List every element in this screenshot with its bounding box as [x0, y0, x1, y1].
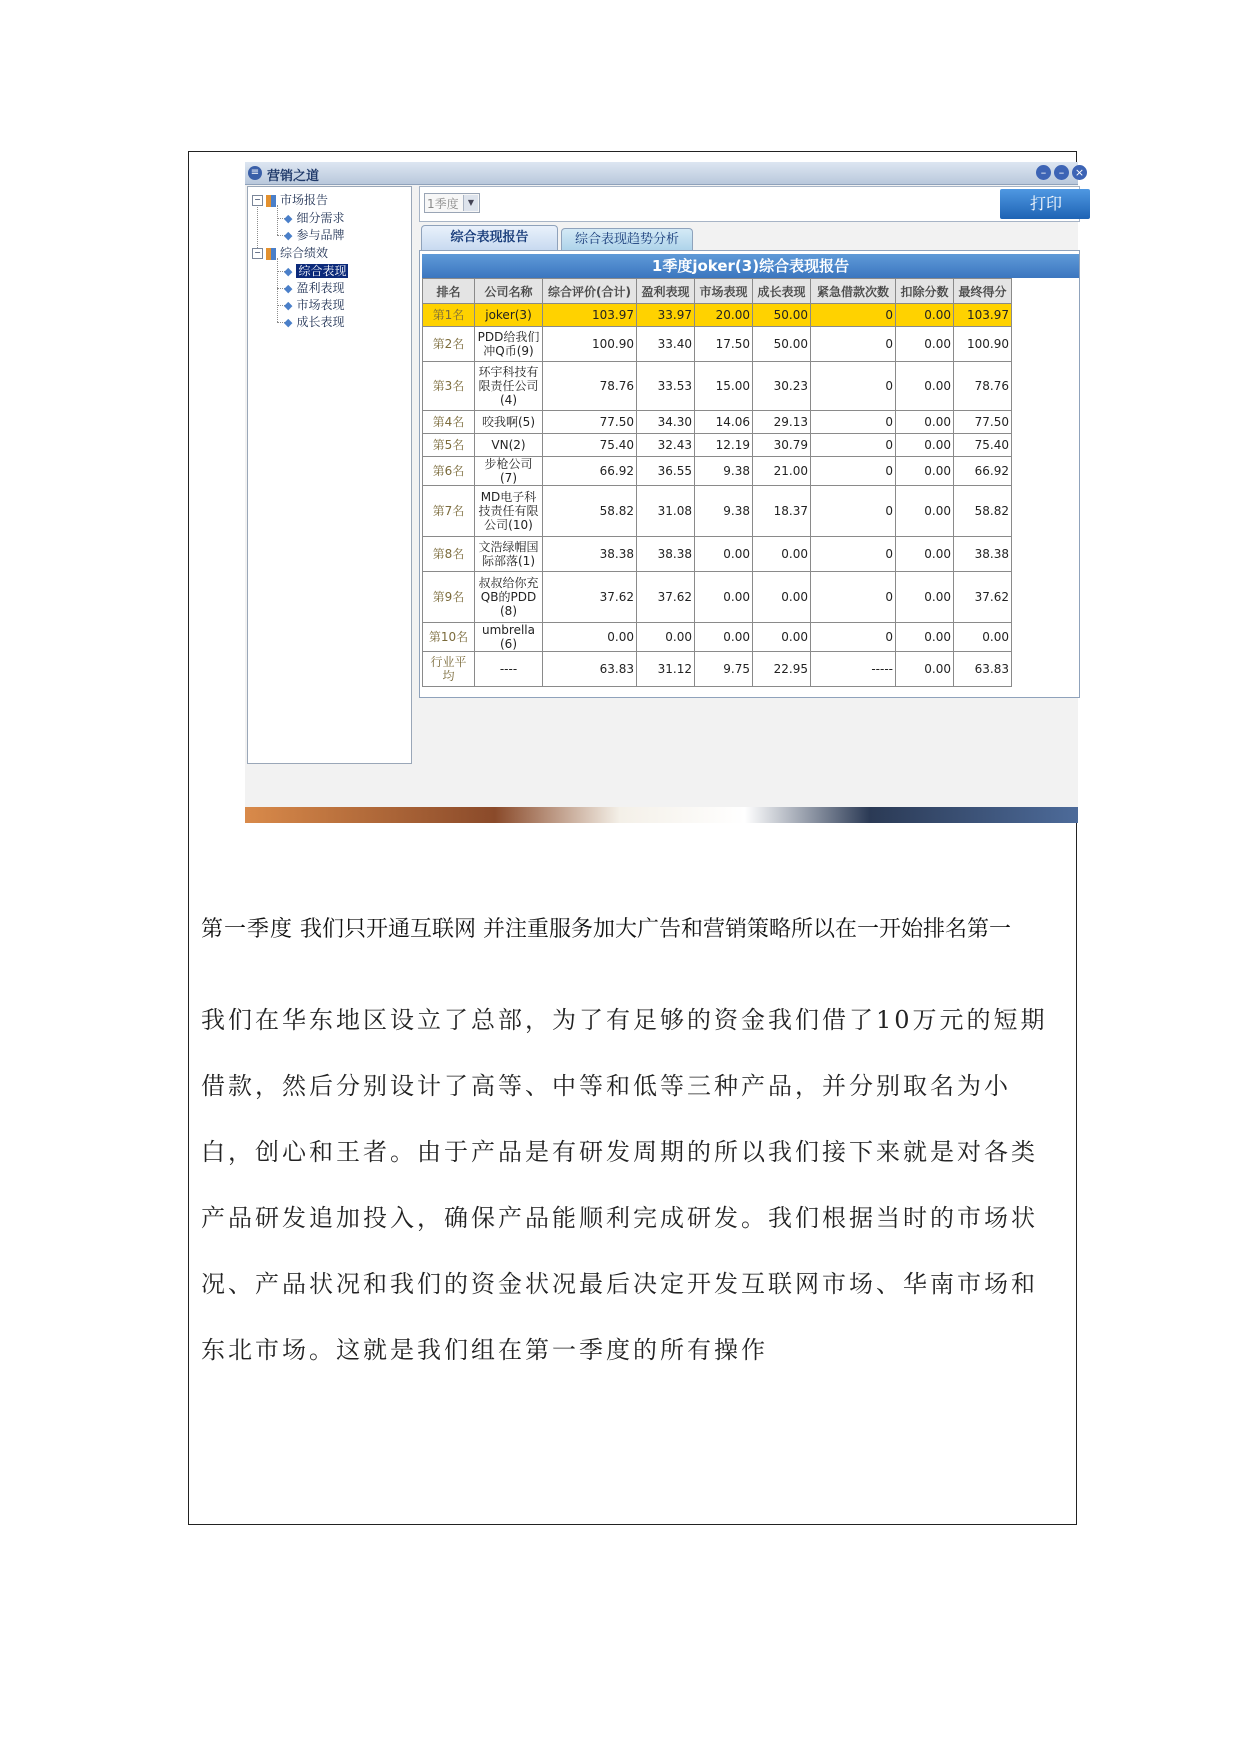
- company-cell: MD电子科技责任有限公司(10): [475, 486, 543, 537]
- tree-item-overall[interactable]: ◆ 综合表现: [284, 264, 347, 278]
- value-cell: 0: [811, 572, 896, 623]
- tree-group-performance[interactable]: − 综合绩效: [252, 244, 328, 261]
- value-cell: 0.00: [896, 652, 954, 687]
- window-title: 营销之道: [267, 169, 320, 184]
- value-cell: 21.00: [753, 457, 811, 486]
- company-cell: umbrella(6): [475, 623, 543, 652]
- tree-item-profit[interactable]: ◆ 盈利表现: [284, 281, 345, 295]
- column-header: 扣除分数: [896, 279, 954, 304]
- value-cell: 66.92: [954, 457, 1012, 486]
- table-row[interactable]: [423, 434, 1012, 457]
- maximize-icon[interactable]: –: [1054, 165, 1069, 180]
- value-cell: 0.00: [543, 623, 637, 652]
- node-icon: ◆: [284, 229, 293, 242]
- company-cell: PDD给我们冲Q币(9): [475, 327, 543, 362]
- value-cell: 0.00: [954, 623, 1012, 652]
- value-cell: 30.23: [753, 362, 811, 411]
- value-cell: 37.62: [954, 572, 1012, 623]
- value-cell: 0.00: [896, 457, 954, 486]
- value-cell: 0: [811, 411, 896, 434]
- document-frame: [188, 151, 1085, 1525]
- node-icon: ◆: [284, 299, 293, 312]
- node-icon: ◆: [284, 265, 293, 278]
- value-cell: 0.00: [896, 572, 954, 623]
- tree-item-market[interactable]: ◆ 市场表现: [284, 298, 345, 312]
- report-title: 1季度joker(3)综合表现报告: [422, 254, 1079, 278]
- table-row[interactable]: [423, 652, 1012, 687]
- rank-cell: 第7名: [423, 486, 475, 537]
- value-cell: 36.55: [637, 457, 695, 486]
- company-cell: 咬我啊(5): [475, 411, 543, 434]
- value-cell: 0.00: [637, 623, 695, 652]
- rank-cell: 第5名: [423, 434, 475, 457]
- folder-icon: [266, 248, 276, 260]
- folder-icon: [266, 195, 276, 207]
- table-row[interactable]: [423, 537, 1012, 572]
- value-cell: 103.97: [954, 304, 1012, 327]
- column-header: 紧急借款次数: [811, 279, 896, 304]
- value-cell: 22.95: [753, 652, 811, 687]
- value-cell: 29.13: [753, 411, 811, 434]
- value-cell: 58.82: [543, 486, 637, 537]
- collapse-icon[interactable]: −: [252, 248, 263, 259]
- value-cell: 38.38: [637, 537, 695, 572]
- tree-item-brands[interactable]: ◆ 参与品牌: [284, 228, 345, 242]
- minimize-icon[interactable]: –: [1036, 165, 1051, 180]
- value-cell: 9.38: [695, 457, 753, 486]
- rank-cell: 第3名: [423, 362, 475, 411]
- value-cell: 0.00: [695, 537, 753, 572]
- rank-cell: 第2名: [423, 327, 475, 362]
- section-heading: [201, 910, 1071, 950]
- column-header: 市场表现: [695, 279, 753, 304]
- value-cell: 0: [811, 537, 896, 572]
- value-cell: 0.00: [896, 623, 954, 652]
- value-cell: 0: [811, 362, 896, 411]
- value-cell: 31.12: [637, 652, 695, 687]
- heading-text: 我们只开通互联网 并注重服务加大广告和营销策略所以在一开始排名第一: [300, 917, 1012, 942]
- table-row[interactable]: [423, 623, 1012, 652]
- value-cell: 34.30: [637, 411, 695, 434]
- company-cell: ----: [475, 652, 543, 687]
- value-cell: 33.53: [637, 362, 695, 411]
- table-row[interactable]: [423, 362, 1012, 411]
- company-cell: 文浩绿帽国际部落(1): [475, 537, 543, 572]
- value-cell: 0.00: [896, 434, 954, 457]
- table-row[interactable]: [423, 457, 1012, 486]
- node-icon: ◆: [284, 212, 293, 225]
- value-cell: 75.40: [954, 434, 1012, 457]
- table-row[interactable]: [423, 572, 1012, 623]
- table-row[interactable]: [423, 411, 1012, 434]
- value-cell: 31.08: [637, 486, 695, 537]
- value-cell: 63.83: [954, 652, 1012, 687]
- value-cell: 0.00: [896, 327, 954, 362]
- node-icon: ◆: [284, 282, 293, 295]
- value-cell: 0.00: [896, 537, 954, 572]
- nav-tree: [247, 186, 412, 764]
- rank-cell: 第6名: [423, 457, 475, 486]
- value-cell: 0: [811, 434, 896, 457]
- value-cell: 38.38: [543, 537, 637, 572]
- value-cell: 0.00: [896, 411, 954, 434]
- value-cell: 100.90: [954, 327, 1012, 362]
- company-cell: 叔叔给你充QB的PDD(8): [475, 572, 543, 623]
- column-header: 成长表现: [753, 279, 811, 304]
- collapse-icon[interactable]: −: [252, 195, 263, 206]
- body-paragraph: 我们在华东地区设立了总部，为了有足够的资金我们借了10万元的短期借款，然后分别设计了高等、中等和低等三种产品，并分别取名为小白，创心和王者。由于产品是有研发周期的所以我们接下来就是对各类产品研发追加投入，确保产品能顺利完成研发。我们根据当时的市场状况、产品状况和我们的资金状况最后决定开发互联网市场、华南市场和东北市场。这就是我们组在第一季度的所有操作: [201, 1006, 1048, 1364]
- rank-cell: 行业平均: [423, 652, 475, 687]
- column-header: 最终得分: [954, 279, 1012, 304]
- company-cell: joker(3): [475, 304, 543, 327]
- value-cell: 9.38: [695, 486, 753, 537]
- tab-overall-report[interactable]: 综合表现报告: [421, 225, 558, 250]
- app-screenshot: [245, 162, 1085, 823]
- value-cell: 0: [811, 623, 896, 652]
- value-cell: 0.00: [896, 486, 954, 537]
- value-cell: 0: [811, 327, 896, 362]
- rank-cell: 第8名: [423, 537, 475, 572]
- value-cell: 0.00: [753, 537, 811, 572]
- value-cell: 0: [811, 457, 896, 486]
- value-cell: 20.00: [695, 304, 753, 327]
- value-cell: 100.90: [543, 327, 637, 362]
- value-cell: 32.43: [637, 434, 695, 457]
- value-cell: 0: [811, 486, 896, 537]
- value-cell: 77.50: [543, 411, 637, 434]
- value-cell: 37.62: [543, 572, 637, 623]
- value-cell: 0.00: [896, 362, 954, 411]
- value-cell: 33.97: [637, 304, 695, 327]
- close-icon[interactable]: ×: [1072, 165, 1087, 180]
- value-cell: 0.00: [753, 623, 811, 652]
- tree-group-market-report[interactable]: − 市场报告: [252, 191, 328, 208]
- value-cell: -----: [811, 652, 896, 687]
- rank-cell: 第4名: [423, 411, 475, 434]
- value-cell: 30.79: [753, 434, 811, 457]
- value-cell: 77.50: [954, 411, 1012, 434]
- table-row[interactable]: [423, 304, 1012, 327]
- heading-prefix: 第一季度: [201, 917, 294, 942]
- value-cell: 103.97: [543, 304, 637, 327]
- value-cell: 0.00: [753, 572, 811, 623]
- value-cell: 75.40: [543, 434, 637, 457]
- app-icon: ≡: [248, 166, 262, 180]
- value-cell: 78.76: [954, 362, 1012, 411]
- image-edge: [245, 807, 1078, 823]
- value-cell: 66.92: [543, 457, 637, 486]
- rank-cell: 第10名: [423, 623, 475, 652]
- column-header: 公司名称: [475, 279, 543, 304]
- value-cell: 0.00: [896, 304, 954, 327]
- window-titlebar: [245, 162, 1085, 185]
- value-cell: 0.00: [695, 623, 753, 652]
- tree-item-segment-demand[interactable]: ◆ 细分需求: [284, 211, 345, 225]
- toolbar: [419, 186, 1080, 222]
- company-cell: VN(2): [475, 434, 543, 457]
- node-icon: ◆: [284, 316, 293, 329]
- report-panel: [419, 250, 1080, 698]
- value-cell: 58.82: [954, 486, 1012, 537]
- rank-cell: 第9名: [423, 572, 475, 623]
- tree-item-growth[interactable]: ◆ 成长表现: [284, 315, 345, 329]
- tab-trend-analysis[interactable]: 综合表现趋势分析: [561, 228, 693, 250]
- value-cell: 15.00: [695, 362, 753, 411]
- table-row[interactable]: [423, 486, 1012, 537]
- value-cell: 9.75: [695, 652, 753, 687]
- column-header: 盈利表现: [637, 279, 695, 304]
- value-cell: 33.40: [637, 327, 695, 362]
- value-cell: 0: [811, 304, 896, 327]
- report-table: [422, 278, 1012, 687]
- value-cell: 0.00: [695, 572, 753, 623]
- value-cell: 38.38: [954, 537, 1012, 572]
- print-button[interactable]: 打印: [1000, 189, 1090, 219]
- table-row[interactable]: [423, 327, 1012, 362]
- value-cell: 78.76: [543, 362, 637, 411]
- company-cell: 步枪公司(7): [475, 457, 543, 486]
- chevron-down-icon[interactable]: ▼: [463, 195, 478, 211]
- value-cell: 63.83: [543, 652, 637, 687]
- value-cell: 17.50: [695, 327, 753, 362]
- value-cell: 37.62: [637, 572, 695, 623]
- value-cell: 18.37: [753, 486, 811, 537]
- value-cell: 50.00: [753, 304, 811, 327]
- quarter-select[interactable]: 1季度 ▼: [424, 193, 480, 213]
- value-cell: 14.06: [695, 411, 753, 434]
- value-cell: 12.19: [695, 434, 753, 457]
- value-cell: 50.00: [753, 327, 811, 362]
- company-cell: 环宇科技有限责任公司(4): [475, 362, 543, 411]
- column-header: 排名: [423, 279, 475, 304]
- column-header: 综合评价(合计): [543, 279, 637, 304]
- rank-cell: 第1名: [423, 304, 475, 327]
